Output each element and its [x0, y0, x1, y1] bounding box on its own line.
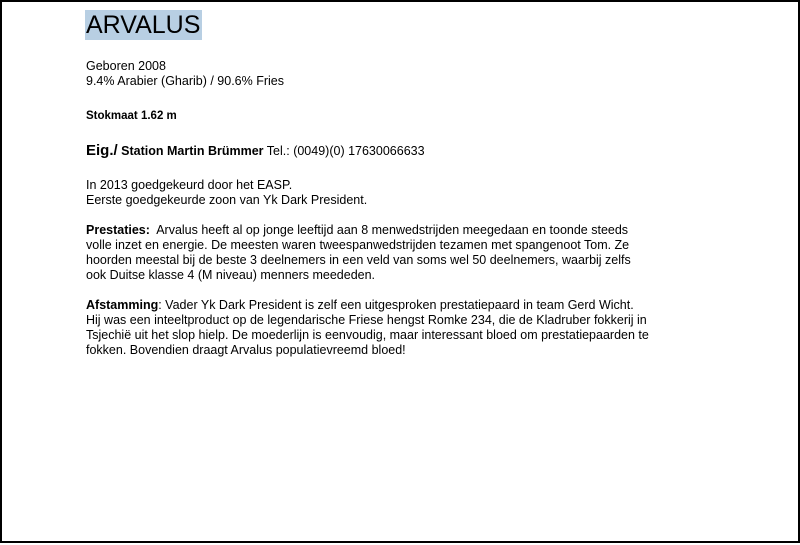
prestaties-line: [86, 223, 726, 238]
birth-year: Geboren 2008: [86, 59, 166, 73]
document-body: [86, 10, 726, 358]
document-title[interactable]: ARVALUS: [86, 11, 201, 39]
approval-line: In 2013 goedgekeurd door het EASP.: [86, 178, 293, 192]
owner-phone: Tel.: (0049)(0) 17630066633: [266, 144, 425, 158]
afstamming-line: [86, 298, 726, 313]
afstamming-line: Tsjechië uit het slop hielp. De moederlijn is eenvoudig, maar interessant bloed om prestatiepaarden te: [86, 328, 649, 342]
prestaties-text: Arvalus heeft al op jonge leeftijd aan 8 menwedstrijden meegedaan en toonde steeds: [156, 223, 629, 237]
afstamming-text: : Vader Yk Dark President is zelf een uitgesproken prestatiepaard in team Gerd Wicht.: [158, 298, 634, 312]
owner-label: Eig./: [86, 142, 118, 159]
birth-info: [86, 59, 726, 89]
approval-info: [86, 178, 726, 208]
prestaties-label: Prestaties:: [86, 223, 150, 237]
prestaties-line: ook Duitse klasse 4 (M niveau) menners meededen.: [86, 268, 376, 282]
breeding-percentages: 9.4% Arabier (Gharib) / 90.6% Fries: [86, 74, 284, 88]
afstamming-line: fokken. Bovendien draagt Arvalus populatievreemd bloed!: [86, 343, 406, 357]
title-line: [86, 10, 726, 40]
afstamming-paragraph: [86, 298, 726, 358]
height-info: Stokmaat 1.62 m: [86, 110, 177, 122]
prestaties-line: volle inzet en energie. De meesten waren tweespanwedstrijden tezamen met spangenoot Tom. Ze: [86, 238, 630, 252]
approval-line: Eerste goedgekeurde zoon van Yk Dark President.: [86, 193, 368, 207]
prestaties-line: hoorden meestal bij de beste 3 deelnemers in een veld van soms wel 50 deelnemers, waarbij zelfs: [86, 253, 631, 267]
prestaties-paragraph: [86, 223, 726, 283]
afstamming-line: Hij was een inteeltproduct op de legendarische Friese hengst Romke 234, die de Kladruber fokkerij in: [86, 313, 647, 327]
afstamming-label: Afstamming: [86, 298, 159, 312]
owner-station: Station Martin Brümmer: [121, 144, 264, 158]
owner-info: [86, 143, 726, 159]
